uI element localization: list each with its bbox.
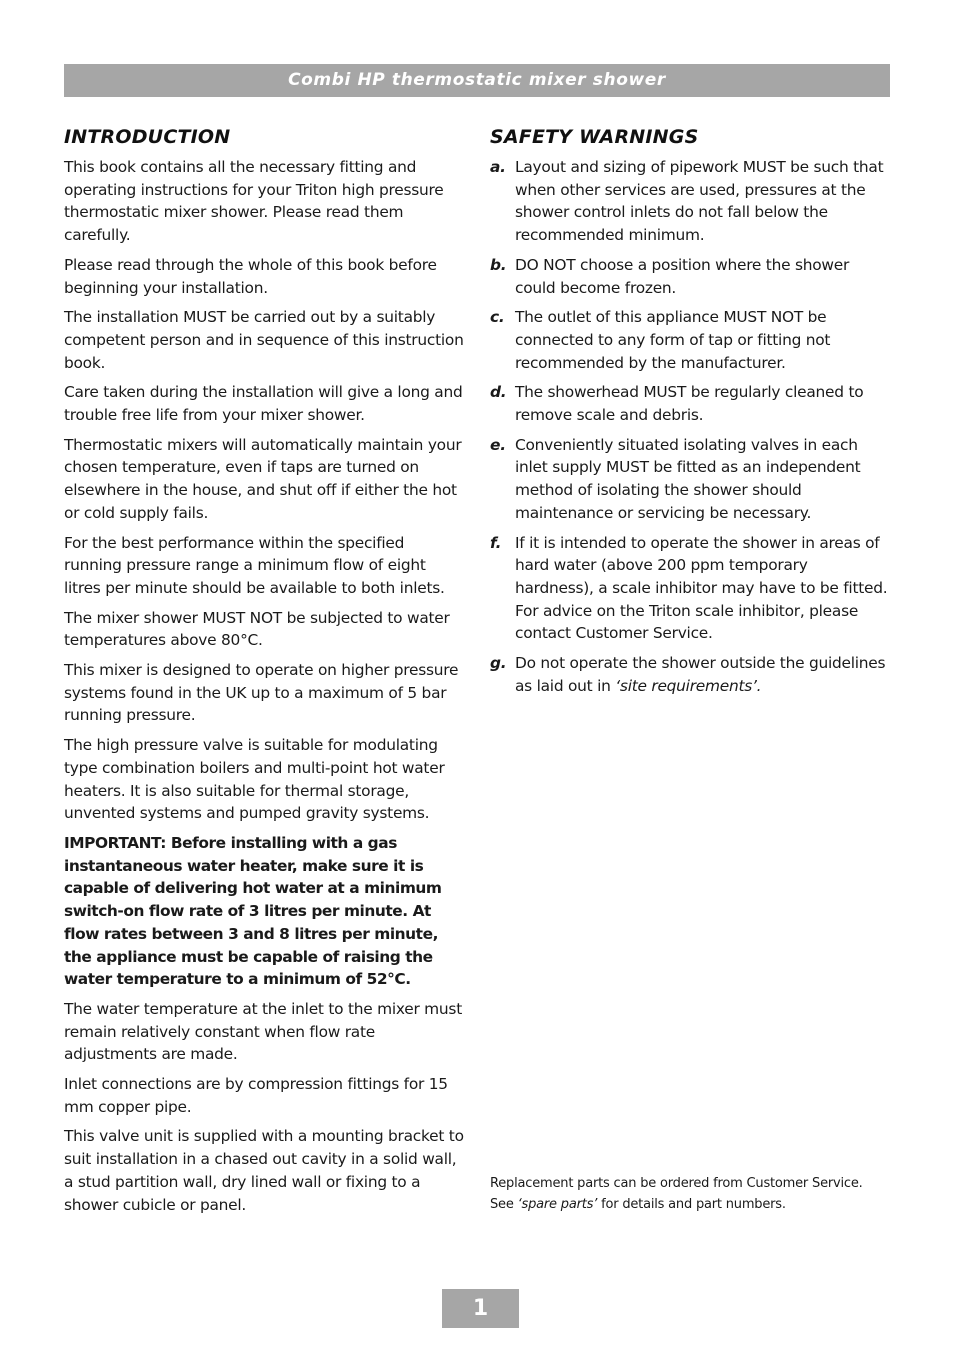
- page-number-label: 1: [472, 1296, 489, 1321]
- introduction-section: [64, 124, 464, 1223]
- warning-letter: c.: [490, 308, 505, 327]
- warning-text: Layout and sizing of pipework MUST be such that when other services are used, pressures at the shower control inlets do not fall below the recommended minimum.: [515, 158, 884, 245]
- warning-text: DO NOT choose a position where the shower could become frozen.: [515, 255, 850, 297]
- warning-item: [490, 652, 890, 697]
- warning-letter: f.: [490, 533, 502, 552]
- warning-item: [490, 532, 890, 646]
- warning-item: [490, 306, 890, 374]
- intro-paragraph: The water temperature at the inlet to the mixer must remain relatively constant when flow rate adjustments are made.: [64, 999, 462, 1064]
- footnote-text: Replacement parts can be ordered from Customer Service. See: [490, 1176, 863, 1212]
- footnote-text-end: for details and part numbers.: [601, 1197, 786, 1212]
- intro-paragraph: Inlet connections are by compression fittings for 15 mm copper pipe.: [64, 1075, 448, 1116]
- warning-letter: b.: [490, 255, 507, 274]
- warning-text: Do not operate the shower outside the guidelines as laid out in: [515, 654, 886, 695]
- warning-letter: d.: [490, 383, 507, 402]
- warning-item: [490, 254, 890, 299]
- intro-paragraph: The mixer shower MUST NOT be subjected to water temperatures above 80°C.: [64, 608, 450, 650]
- safety-warnings-section: [490, 124, 890, 704]
- intro-paragraph: The high pressure valve is suitable for modulating type combination boilers and multi-point hot water heaters. It is also suitable for thermal storage, unvented systems and pumped gravity systems.: [64, 736, 445, 823]
- spare-parts-reference: ‘spare parts’: [517, 1197, 598, 1212]
- warning-item: [490, 381, 890, 426]
- warning-text: The showerhead MUST be regularly cleaned to remove scale and debris.: [515, 383, 864, 425]
- warning-letter: g.: [490, 654, 507, 673]
- introduction-heading: INTRODUCTION: [64, 126, 231, 148]
- warning-item: [490, 434, 890, 525]
- intro-paragraph: This valve unit is supplied with a mounting bracket to suit installation in a chased out cavity in a solid wall, a stud partition wall, dry lined wall or fixing to a shower cubicle or panel.: [64, 1127, 464, 1214]
- warning-text: If it is intended to operate the shower in areas of hard water (above 200 ppm temporary hardness), a scale inhibitor may have to be fitted. For advice on the Triton scale inhibitor, please contact Customer Service.: [515, 533, 888, 643]
- warning-text: The outlet of this appliance MUST NOT be connected to any form of tap or fitting not recommended by the manufacturer.: [515, 308, 831, 372]
- replacement-parts-note: [490, 1173, 890, 1215]
- safety-warnings-list: [490, 156, 890, 697]
- important-notice: [64, 832, 464, 991]
- warning-text: Conveniently situated isolating valves in each inlet supply MUST be fitted as an independent method of isolating the shower should maintenance or servicing be necessary.: [515, 435, 861, 522]
- document-title: Combi HP thermostatic mixer shower: [288, 70, 666, 90]
- page-number: [442, 1289, 519, 1328]
- intro-paragraph: Care taken during the installation will give a long and trouble free life from your mixer shower.: [64, 383, 463, 425]
- important-text: Before installing with a gas instantaneous water heater, make sure it is capable of delivering hot water at a minimum switch-on flow rate of 3 litres per minute. At flow rates between 3 and 8 litres per minute, the appliance must be capable of raising the water temperature to a minimum of 52°C.: [64, 833, 442, 989]
- intro-paragraph: For the best performance within the specified running pressure range a minimum flow of eight litres per minute should be available to both inlets.: [64, 533, 445, 597]
- warning-letter: e.: [490, 435, 506, 454]
- warning-item: [490, 156, 890, 247]
- intro-paragraph: This book contains all the necessary fitting and operating instructions for your Triton high pressure thermostatic mixer shower. Please read them carefully.: [64, 158, 444, 245]
- intro-paragraph: This mixer is designed to operate on higher pressure systems found in the UK up to a maximum of 5 bar running pressure.: [64, 661, 459, 725]
- intro-paragraph: Please read through the whole of this book before beginning your installation.: [64, 255, 437, 297]
- document-header-bar: [64, 64, 890, 97]
- site-requirements-reference: ‘site requirements’.: [615, 676, 762, 695]
- important-label: IMPORTANT:: [64, 833, 166, 852]
- safety-warnings-heading: SAFETY WARNINGS: [490, 126, 699, 148]
- warning-letter: a.: [490, 158, 506, 176]
- intro-paragraph: The installation MUST be carried out by a suitably competent person and in sequence of this instruction book.: [64, 308, 464, 372]
- intro-paragraph: Thermostatic mixers will automatically maintain your chosen temperature, even if taps are turned on elsewhere in the house, and shut off if either the hot or cold supply fails.: [64, 435, 462, 522]
